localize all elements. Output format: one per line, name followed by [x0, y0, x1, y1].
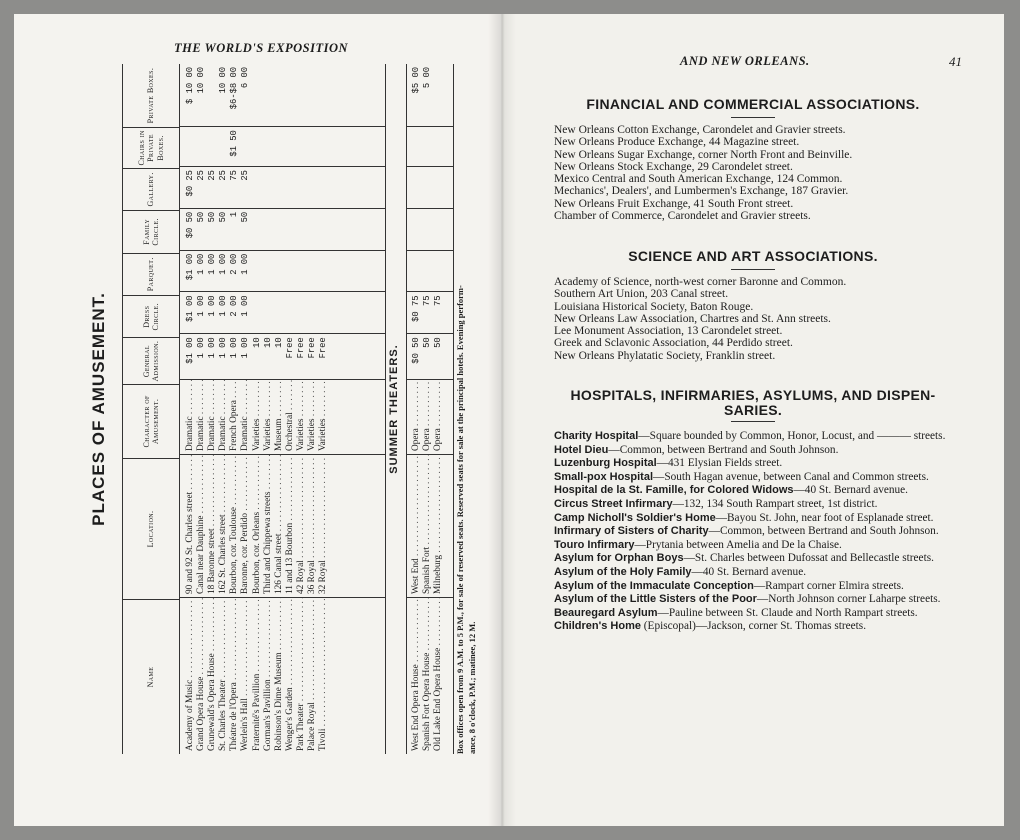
theater-cell-character: Orchestral . . .: [285, 380, 296, 454]
theater-cell-boxes: $6-$8 00: [229, 66, 240, 110]
page-number: 41: [949, 54, 962, 69]
list-item: New Orleans Law Association, Chartres and St. Ann streets.: [554, 312, 831, 325]
hospital-description: (Episcopal)—Jackson, corner St. Thomas streets.: [640, 620, 867, 633]
theater-cell-boxes: [252, 64, 263, 126]
list-item: Greek and Sclavonic Association, 44 Perdido street.: [554, 337, 793, 350]
theater-cell-location: 126 Canal street . . .: [274, 455, 285, 597]
summer-theater-cell-general: 50: [422, 337, 433, 348]
theater-cell-location: 11 and 13 Bourbon . . .: [285, 455, 296, 597]
theater-cell-dress: [318, 292, 329, 333]
theater-cell-character: Varieties . . .: [263, 380, 274, 454]
theater-cell-character: Museum . . .: [274, 380, 285, 454]
theater-cell-general: 1 00: [207, 337, 218, 359]
hospital-entry: [542, 620, 962, 633]
hospital-description: —Prytania between Amelia and De la Chaise.: [634, 538, 842, 551]
summer-theater-cell-general: $0 50: [411, 337, 421, 364]
theater-cell-character: Dramatic . . .: [240, 380, 251, 454]
list-item: New Orleans Phylatatic Society, Franklin street.: [554, 349, 776, 362]
theater-cell-name: Grunewald's Opera House . . .: [207, 598, 218, 754]
theater-cell-dress: 1 00: [196, 295, 207, 317]
running-header-left: THE WORLD'S EXPOSITION: [174, 41, 348, 55]
theater-cell-family: [274, 209, 285, 250]
theater-cell-boxes: [285, 64, 296, 126]
hospital-entry: [542, 444, 962, 457]
hospital-description: —St. Charles between Dufossat and Bellecastle streets.: [683, 552, 934, 565]
hospital-name: Children's Home: [554, 620, 641, 633]
summer-theater-cell-character: Opera . . .: [433, 380, 444, 454]
theater-cell-dress: [252, 292, 263, 333]
theater-cell-family: [296, 209, 307, 250]
column-location: [407, 455, 453, 598]
theater-cell-family: [307, 209, 318, 250]
section-title-science: SCIENCE AND ART ASSOCIATIONS.: [628, 248, 878, 264]
hospital-description: —Rampart corner Elmira streets.: [753, 579, 904, 592]
theater-cell-gallery: 25: [218, 170, 229, 181]
hospital-description: —Bayou St. John, near foot of Esplanade street.: [715, 511, 934, 524]
column-boxes: [180, 64, 385, 127]
summer-table: [406, 64, 454, 754]
theater-cell-parquet: [252, 251, 263, 292]
theater-cell-chairs: [274, 127, 285, 166]
hospital-entry: [542, 512, 962, 525]
section-rule: [731, 269, 775, 270]
summer-theater-cell-dress: 75: [433, 295, 444, 307]
hospital-entry: [542, 539, 962, 552]
theater-cell-dress: [285, 292, 296, 333]
footnote-line-1: Box offices open from 9 A.M. to 5 P.M., for sale of reserved seats. Reserved seats for sale at the principal hotels. Evening perform-: [455, 285, 465, 754]
theater-cell-boxes: [263, 64, 274, 126]
list-item: New Orleans Fruit Exchange, 41 South Front street.: [554, 197, 794, 210]
theater-cell-dress: 1 00: [240, 295, 251, 317]
theater-cell-general: Free: [284, 337, 295, 359]
list-item: Mexico Central and South American Exchange, 124 Common.: [554, 173, 843, 186]
column-boxes: [407, 64, 453, 127]
theater-cell-gallery: 75: [229, 170, 240, 181]
summer-theater-cell-family: [411, 209, 422, 250]
theater-cell-boxes: [307, 64, 318, 126]
summer-theater-cell-gallery: [433, 167, 444, 208]
summer-theater-cell-boxes: 5 00: [422, 66, 433, 89]
theater-cell-general: 10: [273, 337, 284, 348]
theater-cell-location: 162 St. Charles street . . .: [218, 455, 229, 597]
hospital-description: —Square bounded by Common, Honor, Locust, and ——— streets.: [638, 430, 946, 442]
list-item: New Orleans Cotton Exchange, Carondelet and Gravier streets.: [554, 124, 846, 136]
theater-cell-location: Bourbon, cor. Toulouse . . .: [229, 455, 240, 597]
theater-cell-gallery: [263, 167, 274, 208]
theater-cell-general: 10: [262, 337, 273, 348]
hospital-entry: [542, 498, 962, 511]
theater-cell-character: Varieties . . .: [318, 380, 329, 454]
theater-cell-gallery: [285, 167, 296, 208]
theater-cell-chairs: [207, 127, 218, 166]
theater-cell-general: 1 00: [240, 337, 251, 359]
column-family: [407, 209, 453, 251]
summer-theater-cell-location: West End . . .: [411, 455, 422, 597]
science-list: [554, 276, 976, 362]
hospital-description: —South Hagan avenue, between Canal and Common streets.: [653, 470, 929, 483]
theater-cell-boxes: [318, 64, 329, 126]
theater-cell-location: 32 Royal . . .: [318, 455, 329, 597]
summer-theater-cell-dress: $0 75: [411, 295, 421, 322]
header-location: Location.: [123, 459, 179, 600]
column-location: [180, 455, 385, 598]
theater-cell-name: Wenger's Garden . . .: [285, 598, 296, 754]
theater-cell-family: [263, 209, 274, 250]
column-parquet: [407, 251, 453, 293]
hospital-name: Small-pox Hospital: [554, 470, 654, 483]
hospital-entry: [542, 525, 962, 538]
right-page: [502, 14, 1004, 826]
column-chairs: [407, 127, 453, 167]
theater-cell-parquet: [296, 251, 307, 292]
theater-cell-gallery: 25: [196, 170, 207, 181]
hospital-name: Hospital de la St. Famille, for Colored Widows: [554, 484, 794, 497]
theater-cell-gallery: [318, 167, 329, 208]
list-item: Southern Art Union, 203 Canal street.: [554, 288, 729, 301]
theater-cell-character: French Opera . . .: [229, 380, 240, 454]
list-item: Louisiana Historical Society, Baton Rouge.: [554, 300, 754, 313]
theater-cell-name: Park Theater . . .: [296, 598, 307, 754]
summer-theater-cell-boxes: $5 00: [411, 66, 421, 94]
header-dress-circle: Dress Circle.: [123, 296, 179, 338]
theater-cell-boxes: $ 10 00: [185, 66, 195, 104]
left-page: [14, 14, 502, 826]
column-family: [180, 209, 385, 251]
theater-cell-name: Fraternité's Pavillion . . .: [252, 598, 263, 754]
theater-cell-name: Werlein's Hall . . .: [240, 598, 251, 754]
hospital-name: Camp Nicholl's Soldier's Home: [554, 511, 716, 524]
summer-theater-cell-chairs: [433, 127, 444, 166]
theater-cell-parquet: [307, 251, 318, 292]
theater-cell-name: Tivoli . . .: [318, 598, 329, 754]
list-item: New Orleans Produce Exchange, 44 Magazine street.: [554, 136, 800, 149]
hospital-name: Beauregard Asylum: [554, 606, 658, 619]
summer-theater-cell-character: Opera . . .: [422, 380, 433, 454]
theater-cell-character: Varieties . . .: [252, 380, 263, 454]
list-item: Academy of Science, north-west corner Baronne and Common.: [554, 276, 847, 288]
theater-cell-parquet: $1 00: [185, 253, 195, 281]
theater-cell-parquet: [263, 251, 274, 292]
theater-cell-general: 10: [251, 337, 262, 348]
theater-cell-dress: [296, 292, 307, 333]
column-name: [407, 598, 453, 754]
theater-cell-boxes: [274, 64, 285, 126]
theater-cell-family: [285, 209, 296, 250]
hospital-entry: [542, 430, 962, 443]
theater-cell-general: 1 00: [218, 337, 229, 359]
theater-cell-family: 50: [218, 211, 229, 223]
financial-list: [554, 124, 976, 222]
theater-cell-boxes: 10 00: [196, 66, 207, 94]
theater-cell-general: 1 00: [196, 337, 207, 359]
summer-theaters-title: SUMMER THEATERS.: [388, 344, 400, 474]
header-gallery: Gallery.: [123, 169, 179, 211]
column-character: [407, 380, 453, 455]
theater-cell-location: 18 Baronne street . . .: [207, 455, 218, 597]
column-gallery: [407, 167, 453, 209]
hospital-entry: [542, 552, 962, 565]
header-character: Character of Amusement.: [123, 385, 179, 459]
theater-cell-name: St. Charles Theater . . .: [218, 598, 229, 754]
theater-cell-general: 1 00: [229, 337, 240, 359]
section-title-financial: FINANCIAL AND COMMERCIAL ASSOCIATIONS.: [586, 96, 920, 112]
theater-cell-chairs: [318, 127, 329, 166]
column-dress: [180, 292, 385, 334]
footnote-line-2: ance, 8 o'clock, P.M.; matinee, 12 M.: [467, 621, 477, 754]
theater-cell-general: Free: [295, 337, 306, 359]
hospital-entry: [542, 566, 962, 579]
theater-cell-chairs: [185, 127, 196, 166]
theater-cell-boxes: 10 00: [218, 66, 229, 94]
theater-cell-location: 42 Royal . . .: [296, 455, 307, 597]
theater-cell-name: Academy of Music . . .: [185, 598, 196, 754]
theater-cell-gallery: 25: [240, 170, 251, 181]
header-private-boxes: Private Boxes.: [123, 64, 179, 128]
header-general-admission: General Admission.: [123, 338, 179, 384]
amusement-table: [122, 64, 386, 754]
theater-cell-name: Grand Opera House . . .: [196, 598, 207, 754]
hospital-name: Asylum of the Little Sisters of the Poor: [554, 593, 757, 606]
hospital-description: —Common, between Bertrand and South Johnson.: [608, 443, 839, 456]
hospitals-title-line-1: HOSPITALS, INFIRMARIES, ASYLUMS, AND DISPEN-: [570, 387, 936, 403]
theater-cell-character: Varieties . . .: [307, 380, 318, 454]
theater-cell-character: Dramatic . . .: [218, 380, 229, 454]
summer-theater-cell-location: Milneburg . . .: [433, 455, 444, 597]
summer-theater-cell-gallery: [422, 167, 433, 208]
theater-cell-family: 50: [207, 211, 218, 223]
list-item: Mechanics', Dealers', and Lumbermen's Exchange, 187 Gravier.: [554, 185, 849, 198]
summer-theater-cell-name: West End Opera House . . .: [411, 598, 422, 754]
theater-cell-character: Varieties . . .: [296, 380, 307, 454]
running-header-right: AND NEW ORLEANS.: [680, 54, 810, 68]
theater-cell-gallery: [307, 167, 318, 208]
hospital-entry: [542, 593, 962, 606]
theater-cell-dress: 1 00: [207, 295, 218, 317]
hospital-name: Hotel Dieu: [554, 443, 609, 456]
theater-cell-chairs: [296, 127, 307, 166]
summer-theater-cell-chairs: [411, 127, 422, 166]
theater-cell-boxes: 6 00: [240, 66, 251, 89]
theater-cell-chairs: [285, 127, 296, 166]
theater-cell-dress: $1 00: [185, 295, 195, 322]
hospital-description: —431 Elysian Fields street.: [656, 457, 783, 470]
theater-cell-location: Canal near Dauphine . . .: [196, 455, 207, 597]
summer-theater-cell-parquet: [422, 251, 433, 292]
table-body: [180, 64, 385, 754]
column-general: [407, 334, 453, 380]
theater-cell-family: $0 50: [185, 211, 195, 239]
header-family-circle: Family Circle.: [123, 211, 179, 253]
list-item: Chamber of Commerce, Carondelet and Gravier streets.: [554, 210, 811, 223]
theater-cell-character: Dramatic . . .: [185, 380, 196, 454]
hospital-name: Asylum for Orphan Boys: [554, 552, 684, 565]
theater-cell-character: Dramatic . . .: [196, 380, 207, 454]
header-chairs-private-boxes: Chairs in Private Boxes.: [123, 128, 179, 168]
section-rule: [731, 117, 775, 118]
hospital-description: —40 St. Bernard avenue.: [793, 484, 909, 497]
summer-theater-cell-general: 50: [433, 337, 444, 348]
list-item: Lee Monument Association, 13 Carondelet street.: [554, 325, 783, 338]
theater-cell-chairs: $1 50: [229, 130, 240, 157]
hospitals-title-line-2: SARIES.: [723, 402, 783, 418]
summer-theater-cell-location: Spanish Fort . . .: [422, 455, 433, 597]
column-gallery: [180, 167, 385, 209]
column-general: [180, 334, 385, 380]
theater-cell-location: Baronne, cor. Perdido . . .: [240, 455, 251, 597]
hospital-name: Charity Hospital: [554, 430, 639, 442]
summer-theater-cell-family: [422, 209, 433, 250]
theater-cell-location: Third and Chippewa streets . . .: [263, 455, 274, 597]
summer-theater-cell-parquet: [433, 251, 444, 292]
theater-cell-family: 1: [229, 211, 240, 218]
theater-cell-dress: 1 00: [218, 295, 229, 317]
theater-cell-dress: 2 00: [229, 295, 240, 317]
theater-cell-chairs: [307, 127, 318, 166]
theater-cell-character: Dramatic . . .: [207, 380, 218, 454]
hospital-name: Touro Infirmary: [554, 538, 635, 551]
column-parquet: [180, 251, 385, 293]
summer-theater-cell-family: [433, 209, 444, 250]
theater-cell-parquet: 1 00: [196, 253, 207, 275]
hospital-description: —Common, between Bertrand and South Johnson.: [708, 525, 939, 538]
theater-cell-parquet: [285, 251, 296, 292]
theater-cell-family: 50: [196, 211, 207, 223]
hospital-description: —132, 134 South Rampart street, 1st district.: [672, 497, 878, 510]
theater-cell-dress: [263, 292, 274, 333]
header-parquet: Parquet.: [123, 254, 179, 296]
theater-cell-location: Bourbon, cor. Orleans . . .: [252, 455, 263, 597]
theater-cell-gallery: $0 25: [185, 170, 195, 197]
hospital-entry: [542, 607, 962, 620]
hospital-description: —North Johnson corner Laharpe streets.: [756, 593, 941, 606]
header-name: Name: [146, 666, 156, 688]
column-dress: [407, 292, 453, 334]
theater-cell-chairs: [252, 127, 263, 166]
theater-cell-name: Robinson's Dime Museum . . .: [274, 598, 285, 754]
theater-cell-family: 50: [240, 211, 251, 223]
theater-cell-name: Palace Royal . . .: [307, 598, 318, 754]
theater-cell-general: Free: [318, 337, 329, 359]
summer-theater-cell-character: Opera . . .: [411, 380, 422, 454]
theater-cell-boxes: [207, 64, 218, 126]
theater-cell-parquet: [318, 251, 329, 292]
hospital-description: —Pauline between St. Claude and North Rampart streets.: [657, 606, 918, 619]
section-title-hospitals: [502, 388, 1004, 418]
summer-theater-cell-gallery: [411, 167, 422, 208]
theater-cell-family: [252, 209, 263, 250]
theater-cell-location: 90 and 92 St. Charles street . . .: [185, 455, 196, 597]
table-header: [123, 64, 180, 754]
column-character: [180, 380, 385, 455]
summer-theater-cell-parquet: [411, 251, 422, 292]
theater-cell-parquet: 2 00: [229, 253, 240, 275]
theater-cell-name: Gorman's Pavillion . . .: [263, 598, 274, 754]
theater-cell-general: Free: [307, 337, 318, 359]
summer-theater-cell-name: Old Lake End Opera House . . .: [433, 598, 444, 754]
theater-cell-location: 36 Royal . . .: [307, 455, 318, 597]
theater-cell-family: [318, 209, 329, 250]
theater-cell-parquet: 1 00: [207, 253, 218, 275]
hospital-description: —40 St. Bernard avenue.: [691, 565, 807, 578]
theater-cell-parquet: [274, 251, 285, 292]
table-footnote: [454, 64, 478, 754]
hospital-name: Asylum of the Immaculate Conception: [554, 579, 754, 592]
amusement-table-rotated: [80, 64, 477, 754]
theater-cell-parquet: 1 00: [240, 253, 251, 275]
theater-cell-dress: [307, 292, 318, 333]
hospital-name: Luzenburg Hospital: [554, 457, 657, 470]
hospital-name: Circus Street Infirmary: [554, 497, 673, 510]
theater-cell-gallery: 25: [207, 170, 218, 181]
hospital-entry: [542, 484, 962, 497]
theater-cell-chairs: [196, 127, 207, 166]
summer-theater-cell-name: Spanish Fort Opera House . . .: [422, 598, 433, 754]
hospital-entry: [542, 580, 962, 593]
column-name: [180, 598, 385, 754]
theater-cell-dress: [274, 292, 285, 333]
summer-theater-cell-dress: 75: [422, 295, 433, 307]
theater-cell-gallery: [296, 167, 307, 208]
theater-cell-chairs: [240, 127, 251, 166]
theater-cell-general: $1 00: [185, 337, 195, 364]
hospital-entry: [542, 471, 962, 484]
hospital-name: Infirmary of Sisters of Charity: [554, 525, 709, 538]
theater-cell-name: Théatre de l'Opera . . .: [229, 598, 240, 754]
theater-cell-parquet: 1 00: [218, 253, 229, 275]
amusement-title: PLACES OF AMUSEMENT.: [89, 292, 108, 526]
hospital-name: Asylum of the Holy Family: [554, 565, 692, 578]
theater-cell-chairs: [263, 127, 274, 166]
section-rule: [731, 421, 775, 422]
hospitals-list: [542, 430, 962, 634]
column-chairs: [180, 127, 385, 167]
theater-cell-gallery: [274, 167, 285, 208]
theater-cell-boxes: [296, 64, 307, 126]
list-item: New Orleans Sugar Exchange, corner North Front and Beinville.: [554, 148, 853, 161]
summer-theater-cell-boxes: [433, 64, 444, 126]
list-item: New Orleans Stock Exchange, 29 Carondelet street.: [554, 160, 793, 173]
theater-cell-chairs: [218, 127, 229, 166]
hospital-entry: [542, 457, 962, 470]
summer-theater-cell-chairs: [422, 127, 433, 166]
theater-cell-gallery: [252, 167, 263, 208]
